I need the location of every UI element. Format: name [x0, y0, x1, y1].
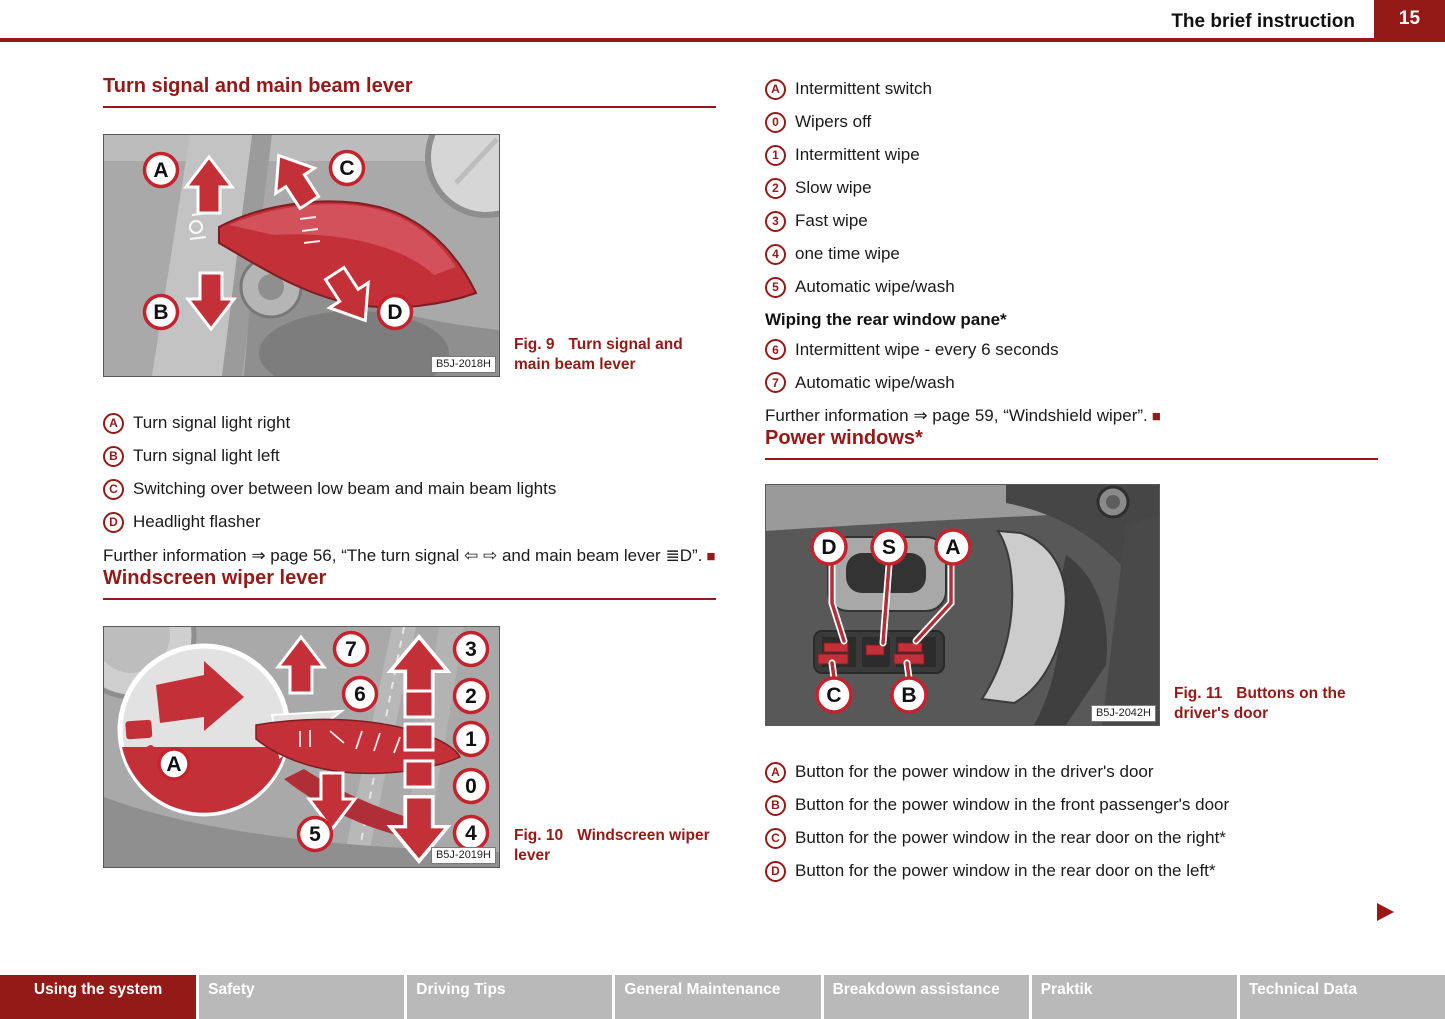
fig10-callout-1	[455, 722, 488, 755]
item-marker: A	[103, 413, 124, 434]
fig11-callout-a	[936, 530, 970, 564]
svg-text:D: D	[387, 301, 403, 324]
figure-9-illustration	[104, 135, 499, 376]
tab-using-the-system[interactable]: Using the system	[0, 975, 196, 1019]
figure-9-id-label: B5J-2018H	[431, 356, 496, 373]
left-column	[103, 75, 716, 868]
item-marker: 6	[765, 339, 786, 360]
figure-11-illustration	[766, 485, 1159, 725]
item-marker: 7	[765, 372, 786, 393]
figure-9-row	[103, 134, 716, 377]
header-rule	[0, 38, 1445, 42]
section-title-turn-signal: Turn signal and main beam lever	[103, 75, 716, 108]
fig11-callout-b	[892, 678, 926, 712]
tab-safety[interactable]: Safety	[199, 975, 404, 1019]
power-window-key-list	[765, 762, 1378, 882]
svg-text:B: B	[153, 301, 169, 324]
list-item: 0 Wipers off	[765, 112, 1378, 133]
figure-9	[103, 134, 500, 377]
list-item: 1 Intermittent wipe	[765, 145, 1378, 166]
svg-text:4: 4	[465, 821, 477, 845]
tab-technical-data[interactable]: Technical Data	[1240, 975, 1445, 1019]
fig9-callout-b	[145, 296, 178, 329]
list-item: D Headlight flasher	[103, 512, 716, 533]
tab-breakdown-assistance[interactable]: Breakdown assistance	[824, 975, 1029, 1019]
item-marker: B	[103, 446, 124, 467]
figure-11	[765, 484, 1160, 726]
figure-10-id-label: B5J-2019H	[431, 847, 496, 864]
figure-11-row	[765, 484, 1378, 726]
svg-text:1: 1	[465, 727, 477, 751]
fig10-callout-4	[455, 816, 488, 849]
tab-praktik[interactable]: Praktik	[1032, 975, 1237, 1019]
right-column	[765, 75, 1378, 894]
svg-text:S: S	[881, 536, 897, 560]
turn-signal-key-list	[103, 413, 716, 533]
list-item: A Turn signal light right	[103, 413, 716, 434]
figure-10-row	[103, 626, 716, 868]
svg-text:5: 5	[309, 822, 321, 846]
fig10-callout-5	[299, 817, 332, 850]
svg-text:C: C	[826, 684, 842, 708]
window-switch-s	[866, 645, 884, 655]
item-marker: 2	[765, 178, 786, 199]
list-item: 5 Automatic wipe/wash	[765, 277, 1378, 298]
list-item: C Switching over between low beam and main beam lights	[103, 479, 716, 500]
item-marker: 0	[765, 112, 786, 133]
fig10-callout-6	[344, 677, 377, 710]
svg-text:D: D	[821, 536, 837, 560]
fig9-callout-d	[379, 296, 412, 329]
list-item: 2 Slow wipe	[765, 178, 1378, 199]
tab-driving-tips[interactable]: Driving Tips	[407, 975, 612, 1019]
fig10-callout-3	[455, 632, 488, 665]
svg-text:6: 6	[354, 682, 366, 706]
svg-text:B: B	[901, 684, 917, 708]
fig9-callout-a	[145, 154, 178, 187]
page-number-badge: 15	[1374, 0, 1445, 38]
figure-10-caption: Fig. 10 Windscreen wiper lever	[514, 827, 710, 864]
fig10-callout-7	[335, 632, 368, 665]
fig11-callout-c	[817, 678, 851, 712]
figure-11-caption: Fig. 11 Buttons on the driver's door	[1174, 685, 1346, 723]
further-info-turn-signal: Further information ⇒ page 56, “The turn signal ⇦ ⇨ and main beam lever ≣D”. ■	[103, 546, 716, 565]
svg-text:A: A	[153, 159, 169, 182]
list-item: 4 one time wipe	[765, 244, 1378, 265]
item-marker: 5	[765, 277, 786, 298]
item-marker: 4	[765, 244, 786, 265]
list-item: D Button for the power window in the rear door on the left*	[765, 861, 1378, 882]
page-title: The brief instruction	[1171, 11, 1355, 32]
svg-text:2: 2	[465, 684, 477, 708]
list-item: 3 Fast wipe	[765, 211, 1378, 232]
svg-text:C: C	[339, 157, 355, 180]
item-marker: A	[765, 762, 786, 783]
svg-text:A: A	[166, 752, 182, 776]
list-item: 6 Intermittent wipe - every 6 seconds	[765, 339, 1378, 360]
section-tab-bar	[0, 975, 1445, 1019]
section-title-wiper: Windscreen wiper lever	[103, 567, 716, 600]
list-item: 7 Automatic wipe/wash	[765, 372, 1378, 393]
figure-11-id-label: B5J-2042H	[1091, 705, 1156, 722]
list-item: B Turn signal light left	[103, 446, 716, 467]
fig9-callout-c	[331, 152, 364, 185]
fig11-callout-s	[872, 530, 906, 564]
item-marker: 3	[765, 211, 786, 232]
fig10-callout-a	[159, 749, 189, 779]
list-item: A Button for the power window in the driver's door	[765, 762, 1378, 783]
figure-10-illustration	[104, 627, 499, 867]
svg-text:3: 3	[465, 637, 477, 661]
tab-general-maintenance[interactable]: General Maintenance	[615, 975, 820, 1019]
svg-text:0: 0	[465, 774, 477, 798]
fig10-callout-2	[455, 679, 488, 712]
window-switch-a	[898, 643, 922, 652]
list-item: A Intermittent switch	[765, 79, 1378, 100]
svg-text:7: 7	[345, 637, 357, 661]
item-marker: C	[103, 479, 124, 500]
item-marker: 1	[765, 145, 786, 166]
figure-9-caption: Fig. 9 Turn signal and main beam lever	[514, 336, 683, 374]
figure-10	[103, 626, 500, 868]
item-marker: B	[765, 795, 786, 816]
list-item: B Button for the power window in the front passenger's door	[765, 795, 1378, 816]
item-marker: D	[765, 861, 786, 882]
end-square-icon: ■	[706, 548, 716, 565]
rear-window-subheading: Wiping the rear window pane*	[765, 310, 1007, 329]
item-marker: D	[103, 512, 124, 533]
wiper-key-list	[765, 79, 1378, 298]
item-marker: C	[765, 828, 786, 849]
end-square-icon: ■	[1151, 408, 1161, 426]
further-info-wiper: Further information ⇒ page 59, “Windshield wiper”. ■	[765, 406, 1161, 426]
page-continues-arrow-icon	[1377, 903, 1394, 921]
list-item: C Button for the power window in the rear door on the right*	[765, 828, 1378, 849]
svg-text:A: A	[945, 536, 961, 560]
section-title-power-windows: Power windows*	[765, 427, 1378, 460]
item-marker: A	[765, 79, 786, 100]
fig11-callout-d	[812, 530, 846, 564]
rear-wiper-key-list	[765, 339, 1378, 393]
fig10-callout-0	[455, 769, 488, 802]
